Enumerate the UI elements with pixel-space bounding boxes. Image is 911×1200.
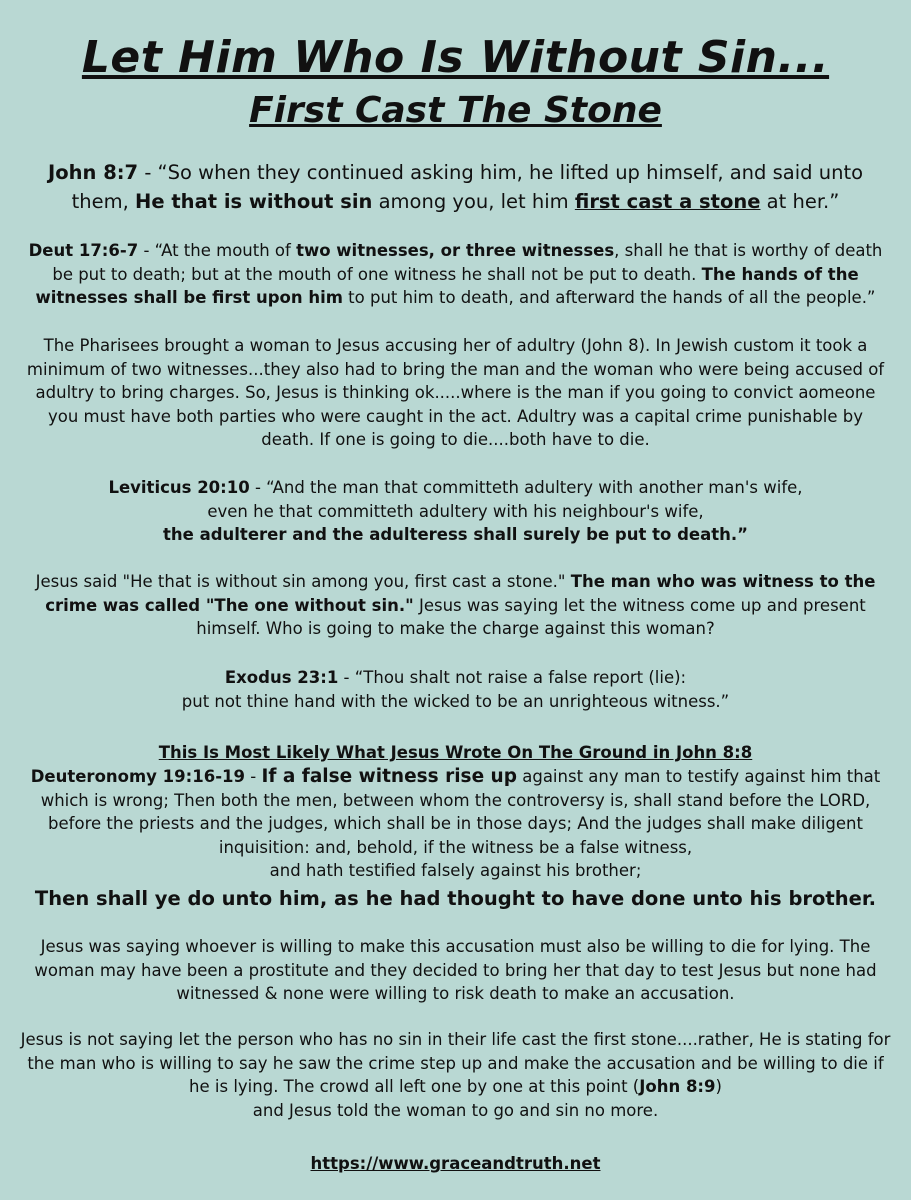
- website-link-wrap: [20, 1152, 891, 1176]
- deut-17-bold-2: The hands of the witnesses shall be first upon him: [35, 264, 859, 307]
- ground-heading-text: This Is Most Likely What Jesus Wrote On The Ground in John 8:8: [158, 743, 753, 762]
- witness-bold: The man who was witness to the crime was called "The one without sin.": [45, 572, 876, 615]
- deut-17-text-3: to put him to death, and afterward the hands of all the people.”: [342, 288, 876, 307]
- pharisees-paragraph: The Pharisees brought a woman to Jesus accusing her of adultry (John 8). In Jewish custom it took a minimum of two witnesses...they also had to bring the man and the woman who were being accused of adultry to bring charges. So, Jesus is thinking ok.....where is the man if you going to convict aomeone you must have both parties who were caught in the act. Adultry was a capital crime punishable by death. If one is going to die....both have to die.: [26, 336, 885, 449]
- leviticus-20-10-verse: [20, 476, 891, 547]
- title-line-1: Let Him Who Is Without Sin...: [81, 32, 830, 83]
- john-8-7-ref: John 8:7: [47, 161, 139, 184]
- leviticus-line-2: even he that committeth adultery with his neighbour's wife,: [207, 501, 704, 521]
- deut-17-text-1: - “At the mouth of: [138, 241, 297, 260]
- john-8-7-text-2: among you, let him: [372, 190, 575, 213]
- leviticus-line-1: - “And the man that committeth adultery with another man's wife,: [249, 478, 803, 497]
- deut-19-dash: -: [245, 767, 262, 786]
- exodus-23-1-verse: [20, 666, 891, 713]
- deut-19-ref: Deuteronomy 19:16-19: [30, 767, 246, 786]
- john-8-7-text-3: at her.”: [760, 190, 840, 213]
- deut-17-verse: [20, 239, 891, 310]
- deut-19-conclusion: Then shall ye do unto him, as he had thought to have done unto his brother.: [34, 887, 877, 910]
- witness-text-2: Jesus was saying let the witness come up and present himself. Who is going to make the charge against this woman?: [196, 595, 866, 638]
- conclusion-text-2: ): [715, 1077, 722, 1096]
- conclusion-line-2: and Jesus told the woman to go and sin no more.: [252, 1100, 659, 1120]
- deut-19-verse: [20, 765, 891, 883]
- conclusion-text-1: Jesus is not saying let the person who has no sin in their life cast the first stone....rather, He is stating for the man who is willing to say he saw the crime step up and make the accusation and be willing to die if he is lying. The crowd all left one by one at this point (: [20, 1030, 891, 1096]
- accusation-paragraph: Jesus was saying whoever is willing to make this accusation must also be willing to die for lying. The woman may have been a prostitute and they decided to bring her that day to test Jesus but none had witnessed & none were willing to risk death to make an accusation.: [34, 937, 877, 1003]
- deut-17-ref: Deut 17:6-7: [28, 241, 139, 260]
- witness-paragraph: [20, 570, 891, 641]
- title-line-2: First Cast The Stone: [249, 90, 662, 131]
- john-8-7-bold-1: He that is without sin: [135, 190, 373, 213]
- deut-19-line-2: and hath testified falsely against his brother;: [269, 861, 642, 880]
- john-8-7-text-1: - “So when they continued asking him, he lifted up himself, and said unto them,: [71, 161, 864, 213]
- witness-text-1: Jesus said "He that is without sin among you, first cast a stone.": [35, 572, 571, 591]
- john-8-7-verse: [20, 158, 891, 216]
- conclusion-paragraph: [20, 1028, 891, 1122]
- exodus-line-1: - “Thou shalt not raise a false report (lie):: [338, 668, 687, 687]
- deut-19-bold-1: If a false witness rise up: [261, 766, 517, 787]
- exodus-line-2: put not thine hand with the wicked to be an unrighteous witness.”: [181, 691, 730, 711]
- deut-17-bold-1: two witnesses, or three witnesses: [296, 241, 615, 260]
- ground-heading: [20, 741, 891, 765]
- leviticus-line-3: the adulterer and the adulteress shall surely be put to death.”: [163, 525, 748, 544]
- conclusion-bold: John 8:9: [639, 1077, 716, 1096]
- leviticus-ref: Leviticus 20:10: [108, 478, 250, 497]
- deut-17-text-2: , shall he that is worthy of death be put to death; but at the mouth of one witness he shall not be put to death.: [52, 241, 883, 284]
- john-8-7-underline: first cast a stone: [574, 190, 761, 213]
- deut-19-text-1: against any man to testify against him that which is wrong; Then both the men, between whom the controversy is, shall stand before the LORD, before the priests and the judges, which shall be in those days; And the judges shall make diligent inquisition: and, behold, if the witness be a false witness,: [40, 767, 881, 857]
- exodus-ref: Exodus 23:1: [224, 668, 339, 687]
- website-link[interactable]: https://www.graceandtruth.net: [310, 1154, 601, 1173]
